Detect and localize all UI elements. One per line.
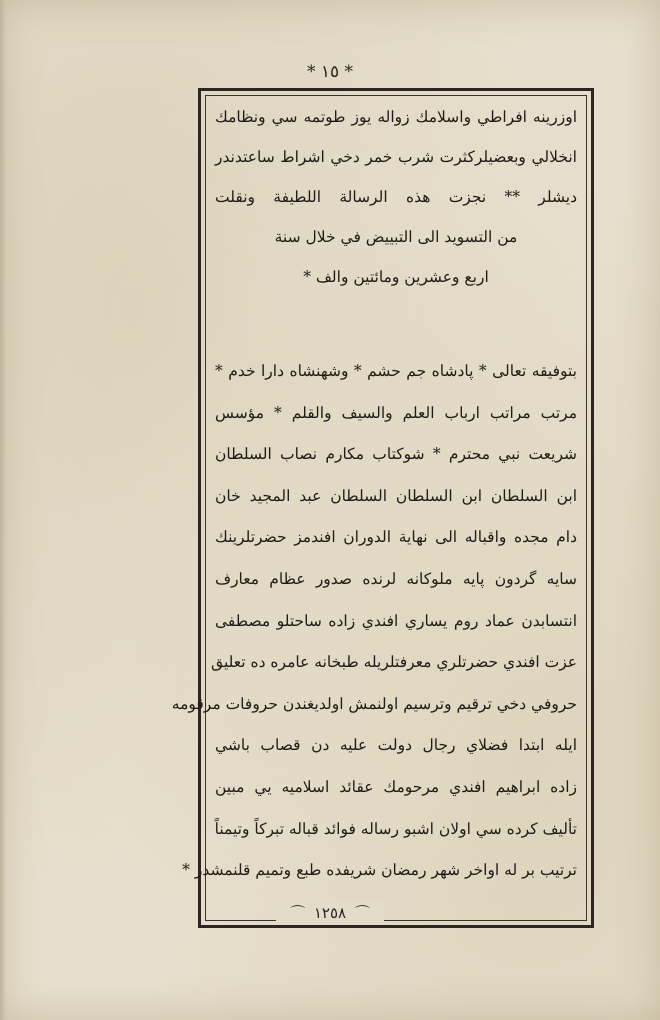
printing-note-block [171, 351, 577, 892]
print-year [0, 902, 660, 923]
ornament-icon: ⌒ [290, 904, 306, 922]
ornament-icon: ⌒ [354, 904, 370, 922]
text-line: شريعت نبي محترم * شوكتاب مكارم نصاب السلطان [215, 445, 577, 464]
text-line: من التسويد الى التبييض في خلال سنة [274, 228, 518, 246]
print-year-value: ١٢٥٨ [313, 904, 347, 922]
text-line: عزت افندي حضرتلري معرفتلريله طبخانه عامره ده تعليق [211, 653, 577, 672]
text-line: زاده ابراهيم افندي مرحومك عقائد اسلاميه يي مبين [215, 777, 577, 796]
text-line: دام مجده واقباله الى نهاية الدوران افندمز حضرتلرينك [215, 528, 577, 547]
text-line: ابن السلطان ابن السلطان السلطان عبد المجيد خان [215, 486, 577, 505]
text-line: مرتب مراتب ارباب العلم والسيف والقلم * مؤسس [215, 403, 577, 422]
colophon-arabic-block [215, 97, 577, 297]
text-line: اربع وعشرين ومائتين والف * [303, 268, 489, 286]
text-line: ترتيب بر له اواخر شهر رمضان شريفده طبع وتميم قلنمشدر * [182, 861, 577, 880]
text-line: حروفي دخي ترقيم وترسيم اولنمش اولديغندن حروفات مرقومه [171, 694, 577, 713]
text-line: اوزرينه افراطي واسلامك زواله يوز طوتمه سي ونظامك [215, 108, 577, 126]
text-line: سايه گردون پايه ملوكانه لرنده صدور عظام معارف [215, 569, 577, 588]
text-line: ايله ابتدا فضلاي رجال دولت عليه دن قصاب باشي [215, 736, 577, 755]
page-number: * ١٥ * [306, 62, 354, 82]
text-line: ديشلر ** نجزت هذه الرسالة اللطيفة ونقلت [215, 188, 577, 206]
text-line: انخلالي وبعضيلركثرت شرب خمر دخي اشراط ساعتدندر [215, 148, 577, 166]
text-frame [171, 88, 594, 928]
text-line: تأليف كرده سي اولان اشبو رساله فوائد قباله تبركاً وتيمناً [214, 819, 577, 838]
page-edge-shadow [0, 0, 6, 1020]
print-year-label [276, 902, 384, 923]
text-line: بتوفيقه تعالى * پادشاه جم حشم * وشهنشاه دارا خدم * [215, 362, 577, 380]
text-line: انتسابدن عماد روم يساري افندي زاده ساحتلو مصطفى [215, 611, 577, 630]
